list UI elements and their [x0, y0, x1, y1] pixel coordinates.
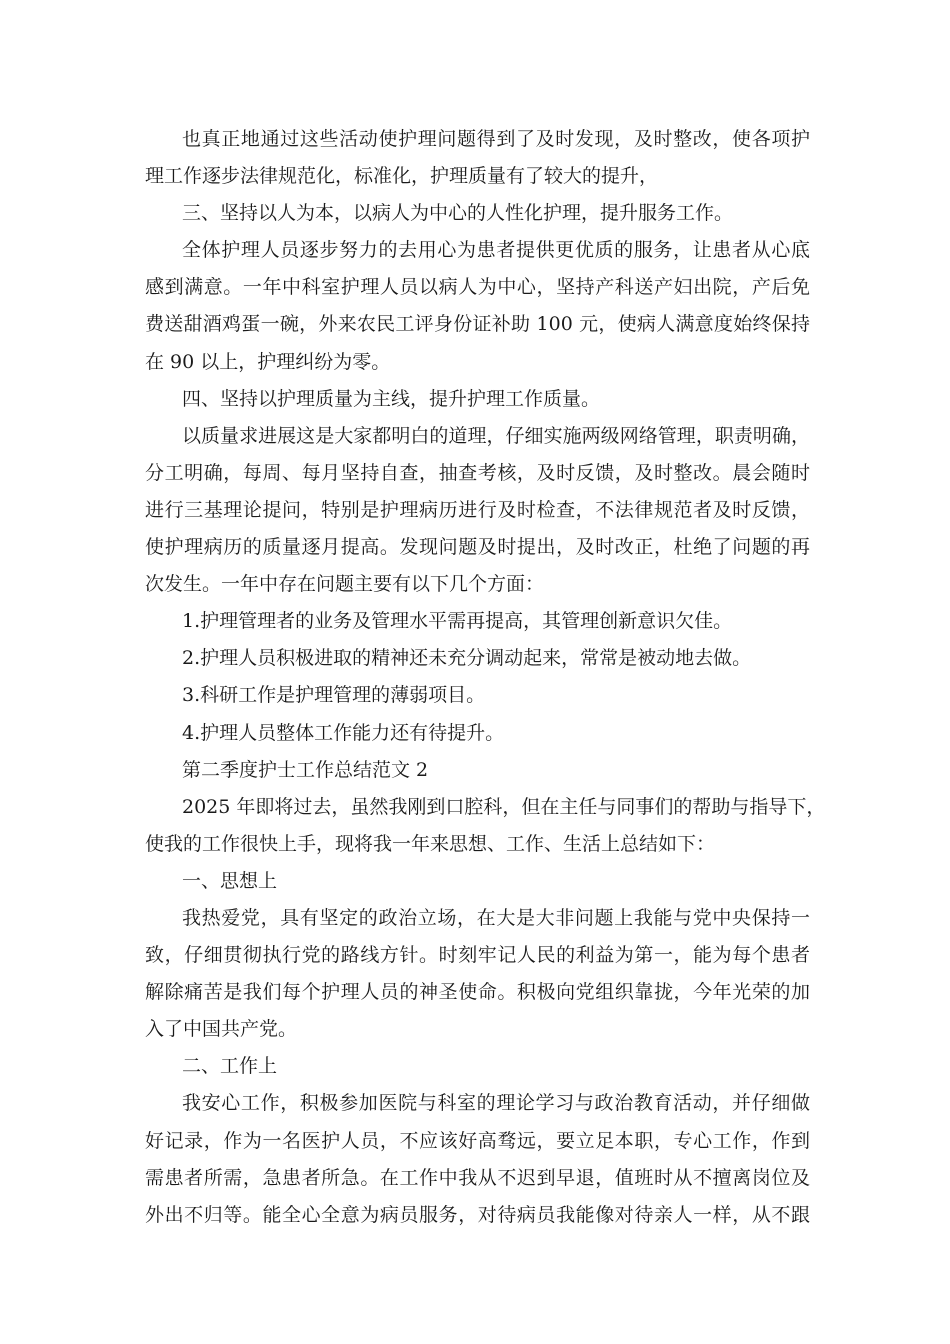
- paragraph-line: 使我的工作很快上手，现将我一年来思想、工作、生活上总结如下：: [145, 832, 716, 855]
- paragraph-line: 需患者所需，急患者所急。在工作中我从不迟到早退，值班时从不擅离岗位及: [145, 1166, 810, 1189]
- paragraph-line: 费送甜酒鸡蛋一碗，外来农民工评身份证补助 100 元，使病人满意度始终保持: [145, 313, 810, 336]
- paragraph-line: 入了中国共产党。: [145, 1018, 298, 1041]
- document-body: [145, 121, 826, 1234]
- article-title: 第二季度护士工作总结范文 2: [182, 758, 429, 781]
- section-heading: 一、思想上: [182, 869, 278, 892]
- section-heading: 三、坚持以人为本，以病人为中心的人性化护理，提升服务工作。: [182, 202, 734, 225]
- paragraph-line: 以质量求进展这是大家都明白的道理，仔细实施两级网络管理，职责明确，: [182, 424, 810, 447]
- paragraph-line: 进行三基理论提问，特别是护理病历进行及时检查，不法律规范者及时反馈，: [145, 498, 810, 521]
- paragraph-line: 致，仔细贯彻执行党的路线方针。时刻牢记人民的利益为第一，能为每个患者: [145, 944, 810, 967]
- paragraph-line: 2025 年即将过去，虽然我刚到口腔科，但在主任与同事们的帮助与指导下，: [182, 795, 826, 818]
- paragraph-line: 好记录，作为一名医护人员，不应该好高骛远，要立足本职，专心工作，作到: [145, 1129, 810, 1152]
- paragraph-line: 使护理病历的质量逐月提高。发现问题及时提出，及时改正，杜绝了问题的再: [145, 536, 810, 559]
- paragraph-line: 全体护理人员逐步努力的去用心为患者提供更优质的服务，让患者从心底: [182, 239, 810, 262]
- list-item: 1.护理管理者的业务及管理水平需再提高，其管理创新意识欠佳。: [182, 610, 733, 633]
- paragraph-line: 理工作逐步法律规范化，标准化，护理质量有了较大的提升，: [145, 165, 659, 188]
- section-heading: 四、坚持以护理质量为主线，提升护理工作质量。: [182, 387, 601, 410]
- paragraph-line: 在 90 以上，护理纠纷为零。: [145, 350, 391, 373]
- paragraph-line: 我热爱党，具有坚定的政治立场，在大是大非问题上我能与党中央保持一: [182, 906, 810, 929]
- list-item: 4.护理人员整体工作能力还有待提升。: [182, 721, 505, 744]
- paragraph-line: 感到满意。一年中科室护理人员以病人为中心，坚持产科送产妇出院，产后免: [145, 276, 810, 299]
- list-item: 2.护理人员积极进取的精神还未充分调动起来，常常是被动地去做。: [182, 647, 752, 670]
- paragraph-line: 也真正地通过这些活动使护理问题得到了及时发现，及时整改，使各项护: [182, 128, 810, 150]
- list-item: 3.科研工作是护理管理的薄弱项目。: [182, 684, 486, 707]
- paragraph-line: 次发生。一年中存在问题主要有以下几个方面：: [145, 573, 545, 596]
- paragraph-line: 解除痛苦是我们每个护理人员的神圣使命。积极向党组织靠拢，今年光荣的加: [145, 981, 810, 1004]
- paragraph-line: 分工明确，每周、每月坚持自查，抽查考核，及时反馈，及时整改。晨会随时: [145, 461, 810, 484]
- paragraph-line: 我安心工作，积极参加医院与科室的理论学习与政治教育活动，并仔细做: [182, 1092, 810, 1115]
- section-heading: 二、工作上: [182, 1055, 278, 1078]
- paragraph-line: 外出不归等。能全心全意为病员服务，对待病员我能像对待亲人一样，从不跟: [145, 1203, 810, 1226]
